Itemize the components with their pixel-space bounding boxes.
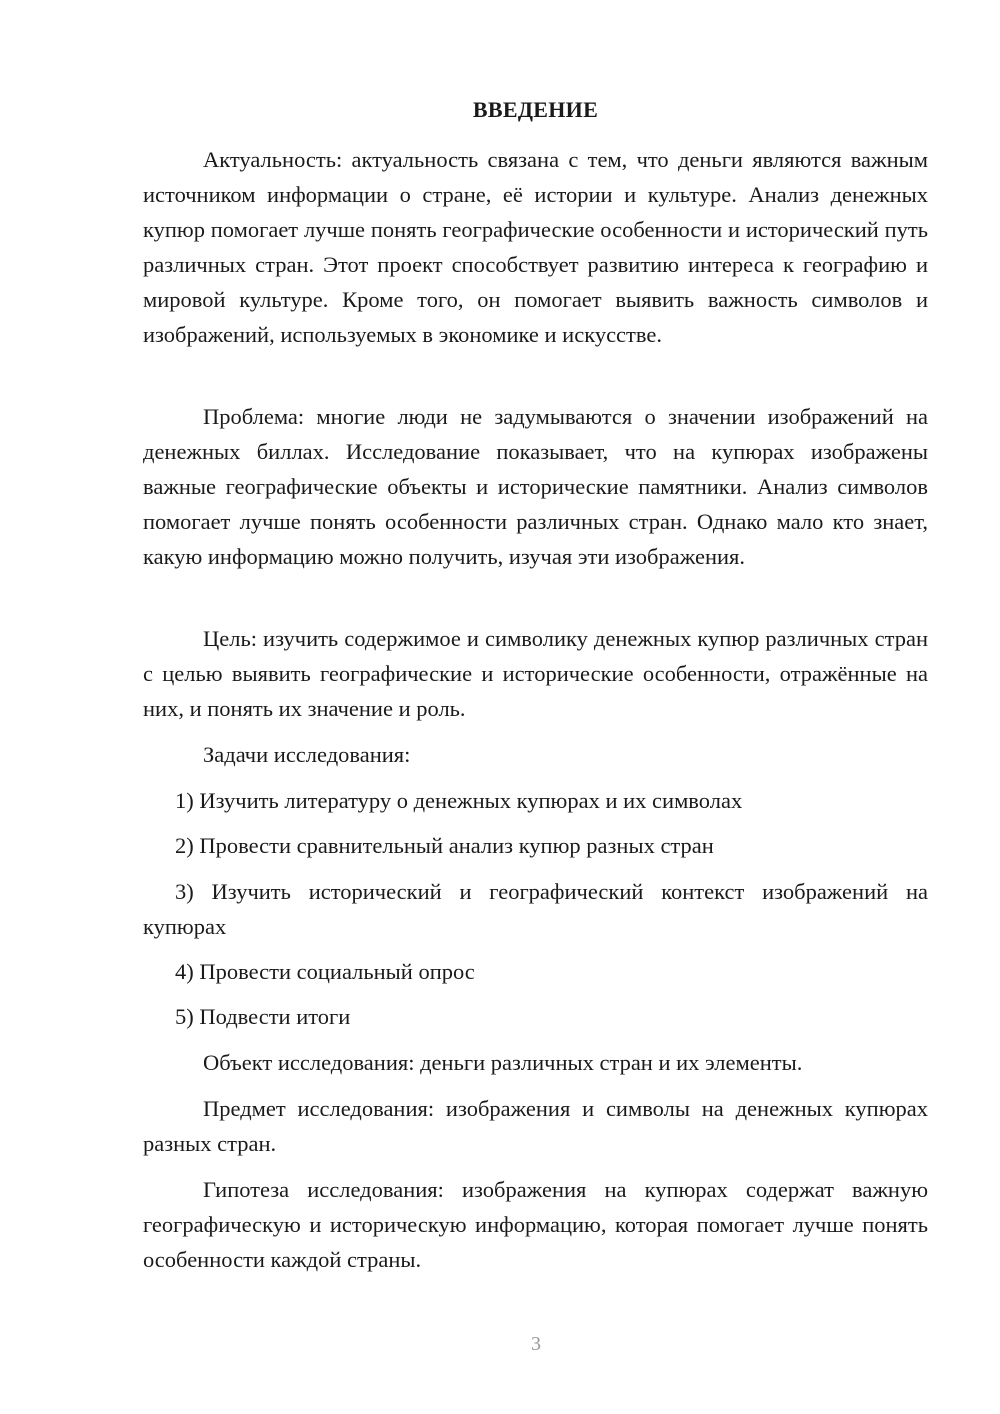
list-item: 1) Изучить литературу о денежных купюрах и их символах [175,788,743,813]
list-item: 4) Провести социальный опрос [175,959,475,984]
paragraph-relevance: Актуальность: актуальность связана с тем, что деньги являются важным источником информации о стране, её истории и культуре. Анализ денежных купюр помогает лучше понять географические особенности и исторический путь различных стран. Этот проект способствует развитию интереса к географию и мировой культуре. Кроме того, он помогает выявить важность символов и изображений, используемых в экономике и искусстве. [143,147,928,347]
paragraph-object: Объект исследования: деньги различных стран и их элементы. [203,1050,803,1075]
paragraph-problem: Проблема: многие люди не задумываются о значении изображений на денежных биллах. Исследование показывает, что на купюрах изображены важные географические объекты и исторические памятники. Анализ символов помогает лучше понять особенности различных стран. Однако мало кто знает, какую информацию можно получить, изучая эти изображения. [143,404,928,569]
paragraph-hypothesis: Гипотеза исследования: изображения на купюрах содержат важную географическую и историческую информацию, которая помогает лучше понять особенности каждой страны. [143,1177,928,1272]
page-number: 3 [531,1333,541,1355]
paragraph-subject: Предмет исследования: изображения и символы на денежных купюрах разных стран. [143,1096,928,1156]
paragraph-goal: Цель: изучить содержимое и символику денежных купюр различных стран с целью выявить географические и исторические особенности, отражённые на них, и понять их значение и роль. [143,626,928,721]
list-item: 3) Изучить исторический и географический контекст изображений на купюрах [143,879,928,939]
list-item: 5) Подвести итоги [175,1004,351,1029]
tasks-heading: Задачи исследования: [203,742,411,767]
page-title: ВВЕДЕНИЕ [472,97,599,122]
list-item: 2) Провести сравнительный анализ купюр разных стран [175,833,714,858]
